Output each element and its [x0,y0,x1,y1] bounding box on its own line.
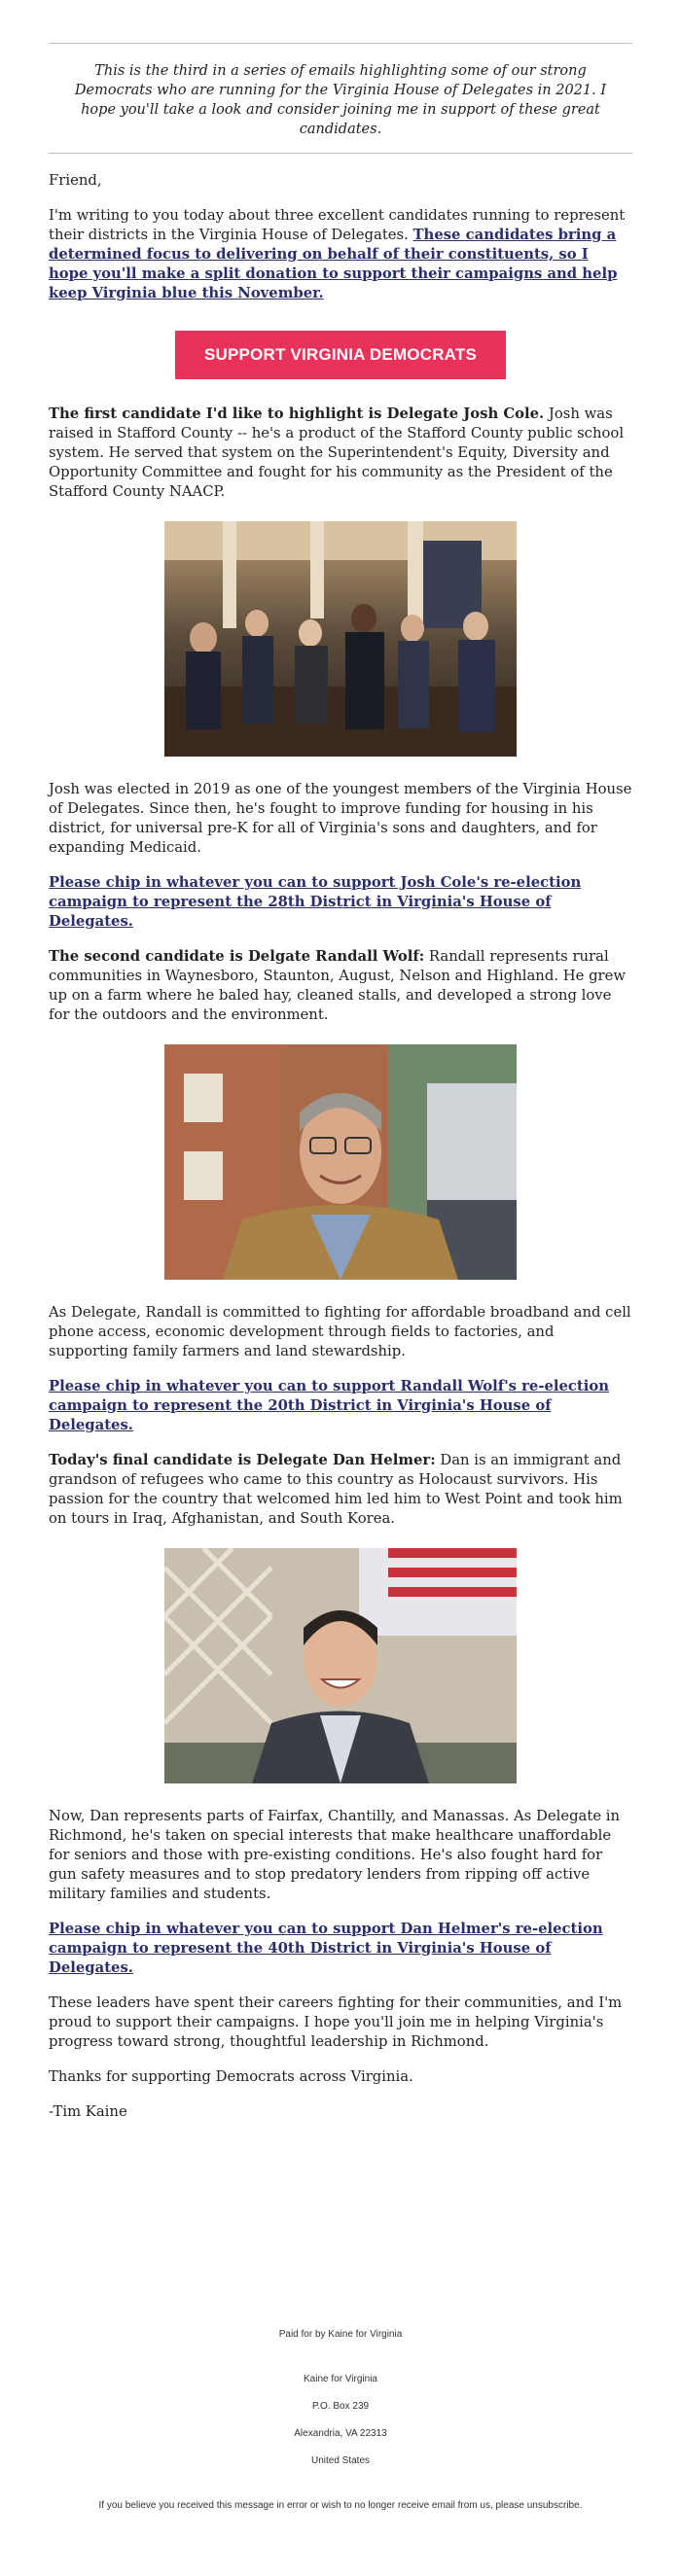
email-body [49,0,632,2122]
candidate-1-lead: The first candidate I'd like to highlight is Delegate Josh Cole. [49,406,545,422]
candidate-3-intro [49,1451,632,1529]
candidate-2-intro [49,947,632,1025]
closing-paragraph: These leaders have spent their careers fighting for their communities, and I'm proud to support their campaigns. I hope you'll join me in helping Virginia's progress toward strong, thoughtful leadership in Richmond. [49,1994,623,2050]
thanks-line: Thanks for supporting Democrats across Virginia. [49,2068,413,2085]
intro-text: This is the third in a series of emails highlighting some of our strong Democrats who are running for the Virginia House of Delegates in 2021. I hope you'll take a look and consider joining me in support of these great candidates. [74,63,607,137]
greeting: Friend, [49,172,102,189]
address-line-2: P.O. Box 239 [311,2401,370,2412]
opening-text: I'm writing to you today about three excellent candidates running to represent their districts in the Virginia House of Delegates. [49,207,626,243]
address-line-1: Kaine for Virginia [304,2374,377,2384]
paid-for-line: Paid for by Kaine for Virginia [278,2329,403,2340]
candidate-2-record: As Delegate, Randall is committed to fighting for affordable broadband and cell phone access, economic development through fields to factories, and supporting family farmers and land stewardship. [49,1304,631,1359]
cta-wrapper [49,331,632,379]
candidate-1-intro [49,405,632,502]
unsubscribe-notice [0,2500,681,2511]
candidate-1-donate-link[interactable]: Please chip in whatever you can to support Josh Cole's re-election campaign to represent the 28th District in Virginia's House of Delegates. [49,874,582,930]
candidate-3-donate-link[interactable]: Please chip in whatever you can to support Dan Helmer's re-election campaign to represent the 40th District in Virginia's House of Delegates. [49,1921,603,1976]
candidate-1-donate [49,873,632,932]
candidate-3-record: Now, Dan represents parts of Fairfax, Chantilly, and Manassas. As Delegate in Richmond, he's taken on special interests that make healthcare unaffordable for seniors and those with pre-existing conditions. He's also fought hard for gun safety measures and to stop predatory lenders from ripping off active military families and students. [49,1808,621,1902]
unsubscribe-text: If you believe you received this message in error or wish to no longer receive email from us, please [98,2500,527,2511]
candidate-2-donate [49,1377,632,1435]
candidate-3-donate [49,1920,632,1978]
address-line-4: United States [310,2455,371,2466]
candidate-3-bio: Dan is an immigrant and grandson of refugees who came to this country as Holocaust survivors. His passion for the country that welcomed him led him to West Point and took him on tours in Iraq, Afghanistan, and South Korea. [49,1452,623,1527]
intro-rule [49,153,632,154]
opening-paragraph [49,206,632,303]
dan-helmer-photo [164,1548,517,1783]
candidate-1-record: Josh was elected in 2019 as one of the youngest members of the Virginia House of Delegates. Since then, he's fought to improve funding for housing in his district, for universal pre-K for all of Virginia's sons and daughters, and for expanding Medicaid. [49,781,632,856]
candidate-2-lead: The second candidate is Delgate Randall Wolf: [49,948,425,965]
candidate-3-lead: Today's final candidate is Delegate Dan Helmer: [49,1452,436,1468]
randall-wolf-photo [164,1044,517,1280]
candidate-2-bio: Randall represents rural communities in Waynesboro, Staunton, August, Nelson and Highland. He grew up on a farm where he baled hay, cleaned stalls, and developed a strong love for the outdoors and the environment. [49,948,627,1023]
candidate-1-bio: Josh was raised in Stafford County -- he's a product of the Stafford County public school system. He served that system on the Superintendent's Equity, Diversity and Opportunity Committee and fought for his community as the President of the Stafford County NAACP. [49,406,625,500]
address-line-3: Alexandria, VA 22313 [294,2428,387,2439]
candidate-2-donate-link[interactable]: Please chip in whatever you can to support Randall Wolf's re-election campaign to represent the 20th District in Virginia's House of Delegates. [49,1378,610,1433]
signature: -Tim Kaine [49,2103,127,2120]
josh-cole-photo [164,521,517,757]
unsubscribe-link[interactable]: unsubscribe. [526,2500,583,2511]
opening-donate-link[interactable]: These candidates bring a determined focus to delivering on behalf of their constituents, so I hope you'll make a split donation to support their campaigns and help keep Virginia blue this November. [49,227,618,301]
support-democrats-button[interactable]: SUPPORT VIRGINIA DEMOCRATS [175,331,506,379]
